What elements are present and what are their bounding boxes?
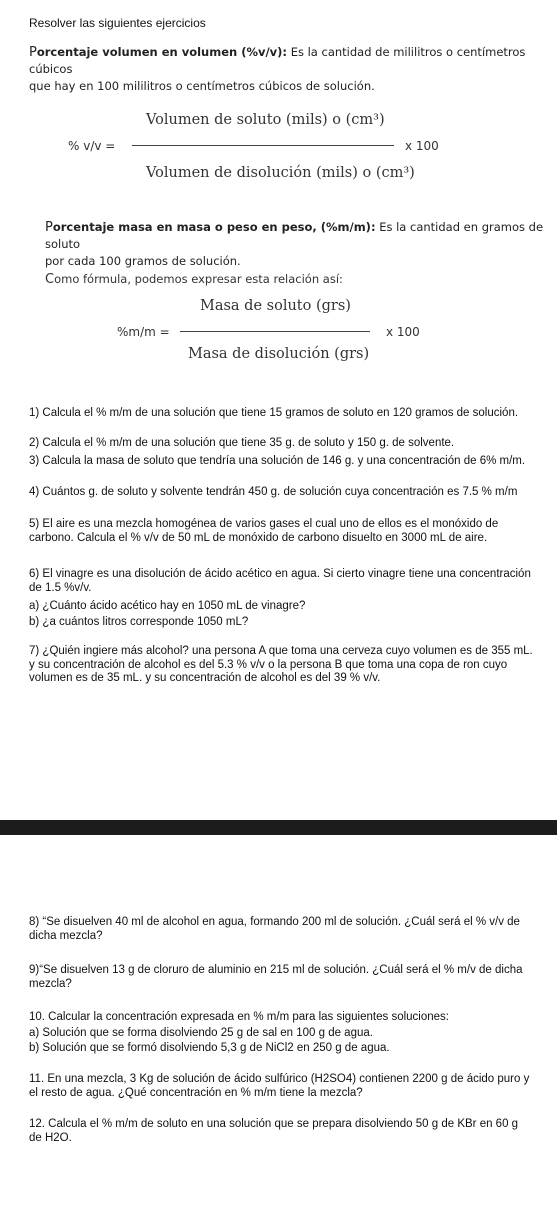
page-header: Resolver las siguientes ejercicios [29,16,206,30]
definition-text-line2: por cada 100 gramos de solución. [45,254,241,268]
definition-text-line2: que hay en 100 mililitros o centímetros cúbicos de solución. [29,79,375,93]
exercise-6b: b) ¿a cuántos litros corresponde 1050 mL? [29,616,249,628]
formula-mm-fraction-bar [180,331,370,332]
note-text: omo fórmula, podemos expresar esta relación así: [54,272,343,286]
formula-mm-denominator: Masa de disolución (grs) [188,346,370,362]
exercise-10: 10. Calcular la concentración expresada en % m/m para las siguientes soluciones: [29,1011,449,1023]
exercise-6: 6) El vinagre es una disolución de ácido acético en agua. Si cierto vinagre tiene una concentración de 1.5 %v/v. [29,568,531,594]
exercise-5: 5) El aire es una mezcla homogénea de varios gases el cual uno de ellos es el monóxido de carbono. Calcula el % v/v de 50 mL de monóxido de carbono disuelto en 3000 mL de aire. [29,518,499,544]
exercise-8: 8) “Se disuelven 40 ml de alcohol en agua, formando 200 ml de solución. ¿Cuál será el % v/v de dicha mezcla? [29,916,520,942]
formula-vv-factor: x 100 [405,139,439,153]
note-lead-letter: C [45,272,55,287]
formula-mm-numerator: Masa de soluto (grs) [200,298,351,314]
exercise-2: 2) Calcula el % m/m de una solución que tiene 35 g. de soluto y 150 g. de solvente. [29,437,455,449]
page-separator [0,820,557,835]
formula-intro-note [45,272,343,287]
exercise-11: 11. En una mezcla, 3 Kg de solución de ácido sulfúrico (H2SO4) contienen 2200 g de ácido puro y el resto de agua. ¿Qué concentración en % m/m tiene la mezcla? [29,1073,530,1099]
exercise-3: 3) Calcula la masa de soluto que tendría una solución de 146 g. y una concentración de 6% m/m. [29,455,526,467]
definition-title: orcentaje masa en masa o peso en peso, (%m/m): [52,220,376,234]
definition-lead-letter: P [29,45,37,60]
exercise-7: 7) ¿Quién ingiere más alcohol? una persona A que toma una cerveza cuyo volumen es de 355 mL. y su concentración de alcohol es del 5.3 % v/v o la persona B que toma una copa de ron cuyo volumen es de 35 mL. y su concentración de alcohol es del 39 % v/v. [29,645,533,684]
definition-text: Es la cantidad en gramos de soluto [45,220,544,251]
exercise-10b: b) Solución que se formó disolviendo 5,3 g de NiCl2 en 250 g de agua. [29,1042,390,1054]
formula-vv-numerator: Volumen de soluto (mils) o (cm³) [146,112,385,128]
exercise-6a: a) ¿Cuánto ácido acético hay en 1050 mL de vinagre? [29,600,306,612]
formula-vv-fraction-bar [132,145,394,146]
definition-lead-letter: P [45,220,53,235]
definition-mass-mass [45,219,545,270]
exercise-1: 1) Calcula el % m/m de una solución que tiene 15 gramos de soluto en 120 gramos de solución. [29,407,519,419]
exercise-4: 4) Cuántos g. de soluto y solvente tendrán 450 g. de solución cuya concentración es 7.5 % m/m [29,486,518,498]
formula-mm-label: %m/m = [117,325,170,339]
exercise-10a: a) Solución que se forma disolviendo 25 g de sal en 100 g de agua. [29,1027,373,1039]
definition-volume-volume [29,44,529,95]
formula-mm-factor: x 100 [386,325,420,339]
exercise-9: 9)“Se disuelven 13 g de cloruro de aluminio en 215 ml de solución. ¿Cuál será el % m/v de dicha mezcla? [29,964,523,990]
definition-text: Es la cantidad de mililitros o centímetros cúbicos [29,45,526,76]
formula-vv-denominator: Volumen de disolución (mils) o (cm³) [146,165,415,181]
formula-vv-label: % v/v = [68,139,116,153]
document-page-2 [0,835,557,1229]
definition-title: orcentaje volumen en volumen (%v/v): [36,45,288,59]
exercise-12: 12. Calcula el % m/m de soluto en una solución que se prepara disolviendo 50 g de KBr en 60 g de H2O. [29,1118,519,1144]
